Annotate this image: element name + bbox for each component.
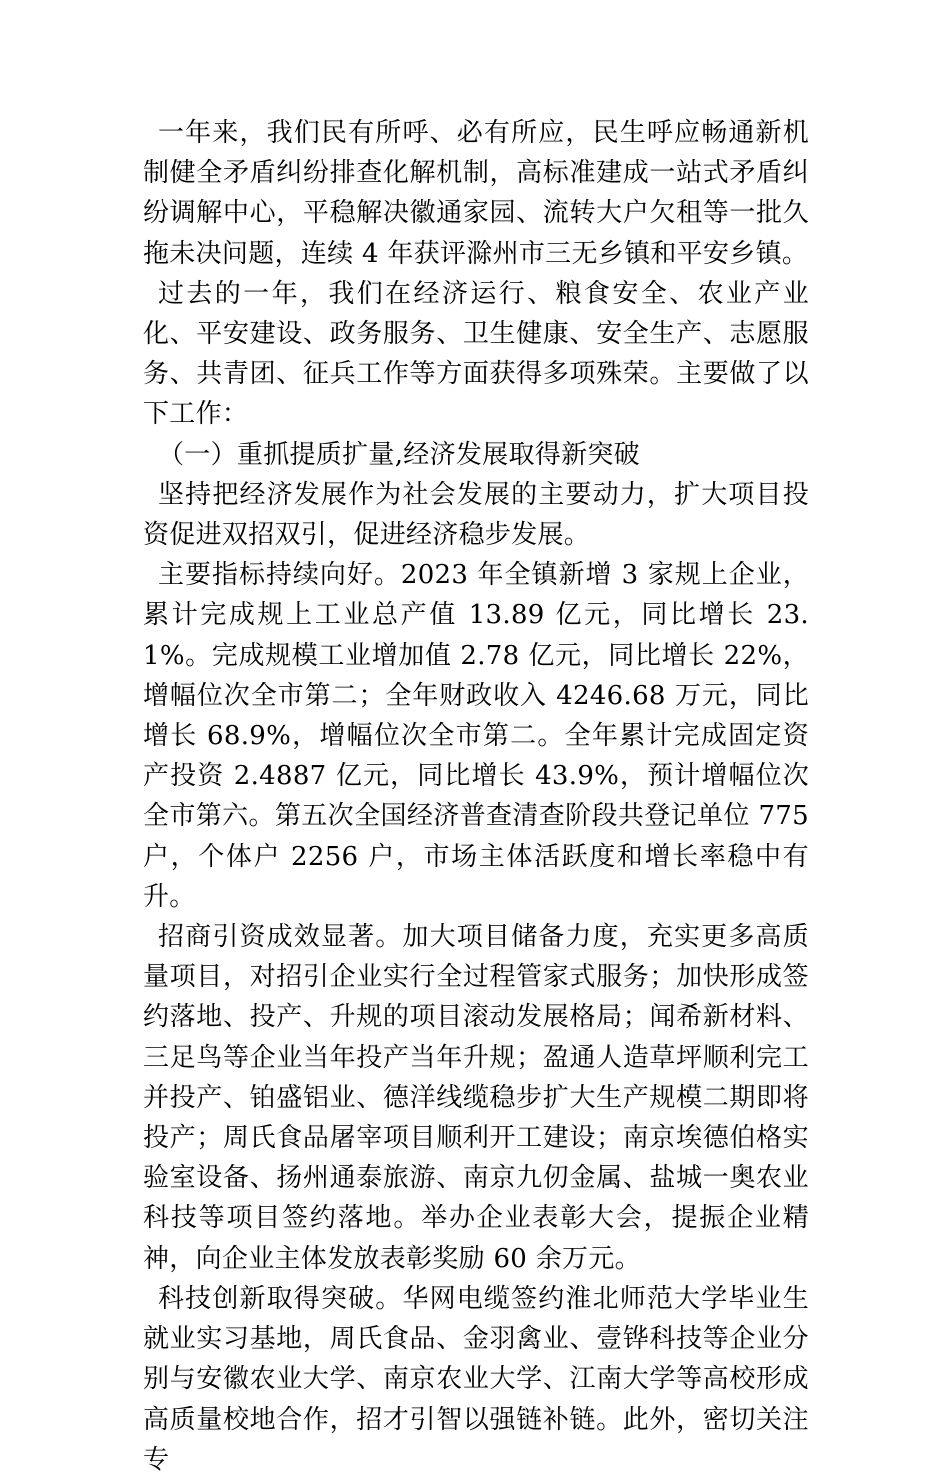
document-page	[143, 113, 809, 1480]
paragraph-tech-innovation: 科技创新取得突破。华网电缆签约淮北师范大学毕业生就业实习基地，周氏食品、金羽禽业、壹铧科技等企业分别与安徽农业大学、南京农业大学、江南大学等高校形成高质量校地合作，招才引智以强链补链。此外，密切关注专	[143, 1283, 809, 1475]
paragraph-investment-attraction: 招商引资成效显著。加大项目储备力度，充实更多高质量项目，对招引企业实行全过程管家式服务；加快形成签约落地、投产、升规的项目滚动发展格局；闻希新材料、三足鸟等企业当年投产当年升规；盈通人造草坪顺利完工并投产、铂盛铝业、德洋线缆稳步扩大生产规模二期即将投产；周氏食品屠宰项目顺利开工建设；南京埃德伯格实验室设备、扬州通泰旅游、南京九仞金属、盐城一奥农业科技等项目签约落地。举办企业表彰大会，提振企业精神，向企业主体发放表彰奖励 60 余万元。	[143, 922, 809, 1274]
paragraph-main-indicators: 主要指标持续向好。2023 年全镇新增 3 家规上企业，累计完成规上工业总产值 13.89 亿元，同比增长 23.1%。完成规模工业增加值 2.78 亿元，同比增长 22%，增幅位次全市第二；全年财政收入 4246.68 万元，同比增长 68.9%，增幅位次全市第二。全年累计完成固定资产投资 2.4887 亿元，同比增长 43.9%，预计增幅位次全市第六。第五次全国经济普查清查阶段共登记单位 775 户，个体户 2256 户，市场主体活跃度和增长率稳中有升。	[143, 560, 809, 912]
paragraph-economy-intro: 坚持把经济发展作为社会发展的主要动力，扩大项目投资促进双招双引，促进经济稳步发展。	[143, 479, 809, 551]
paragraph-honors-summary: 过去的一年，我们在经济运行、粮食安全、农业产业化、平安建设、政务服务、卫生健康、安全生产、志愿服务、共青团、征兵工作等方面获得多项殊荣。主要做了以下工作：	[143, 278, 809, 430]
paragraph-intro-social-stability: 一年来，我们民有所呼、必有所应，民生呼应畅通新机制健全矛盾纠纷排查化解机制，高标准建成一站式矛盾纠纷调解中心，平稳解决徽通家园、流转大户欠租等一批久拖未决问题，连续 4 年获评滁州市三无乡镇和平安乡镇。	[143, 118, 809, 269]
section-heading-economy: （一）重抓提质扩量,经济发展取得新突破	[158, 439, 640, 470]
